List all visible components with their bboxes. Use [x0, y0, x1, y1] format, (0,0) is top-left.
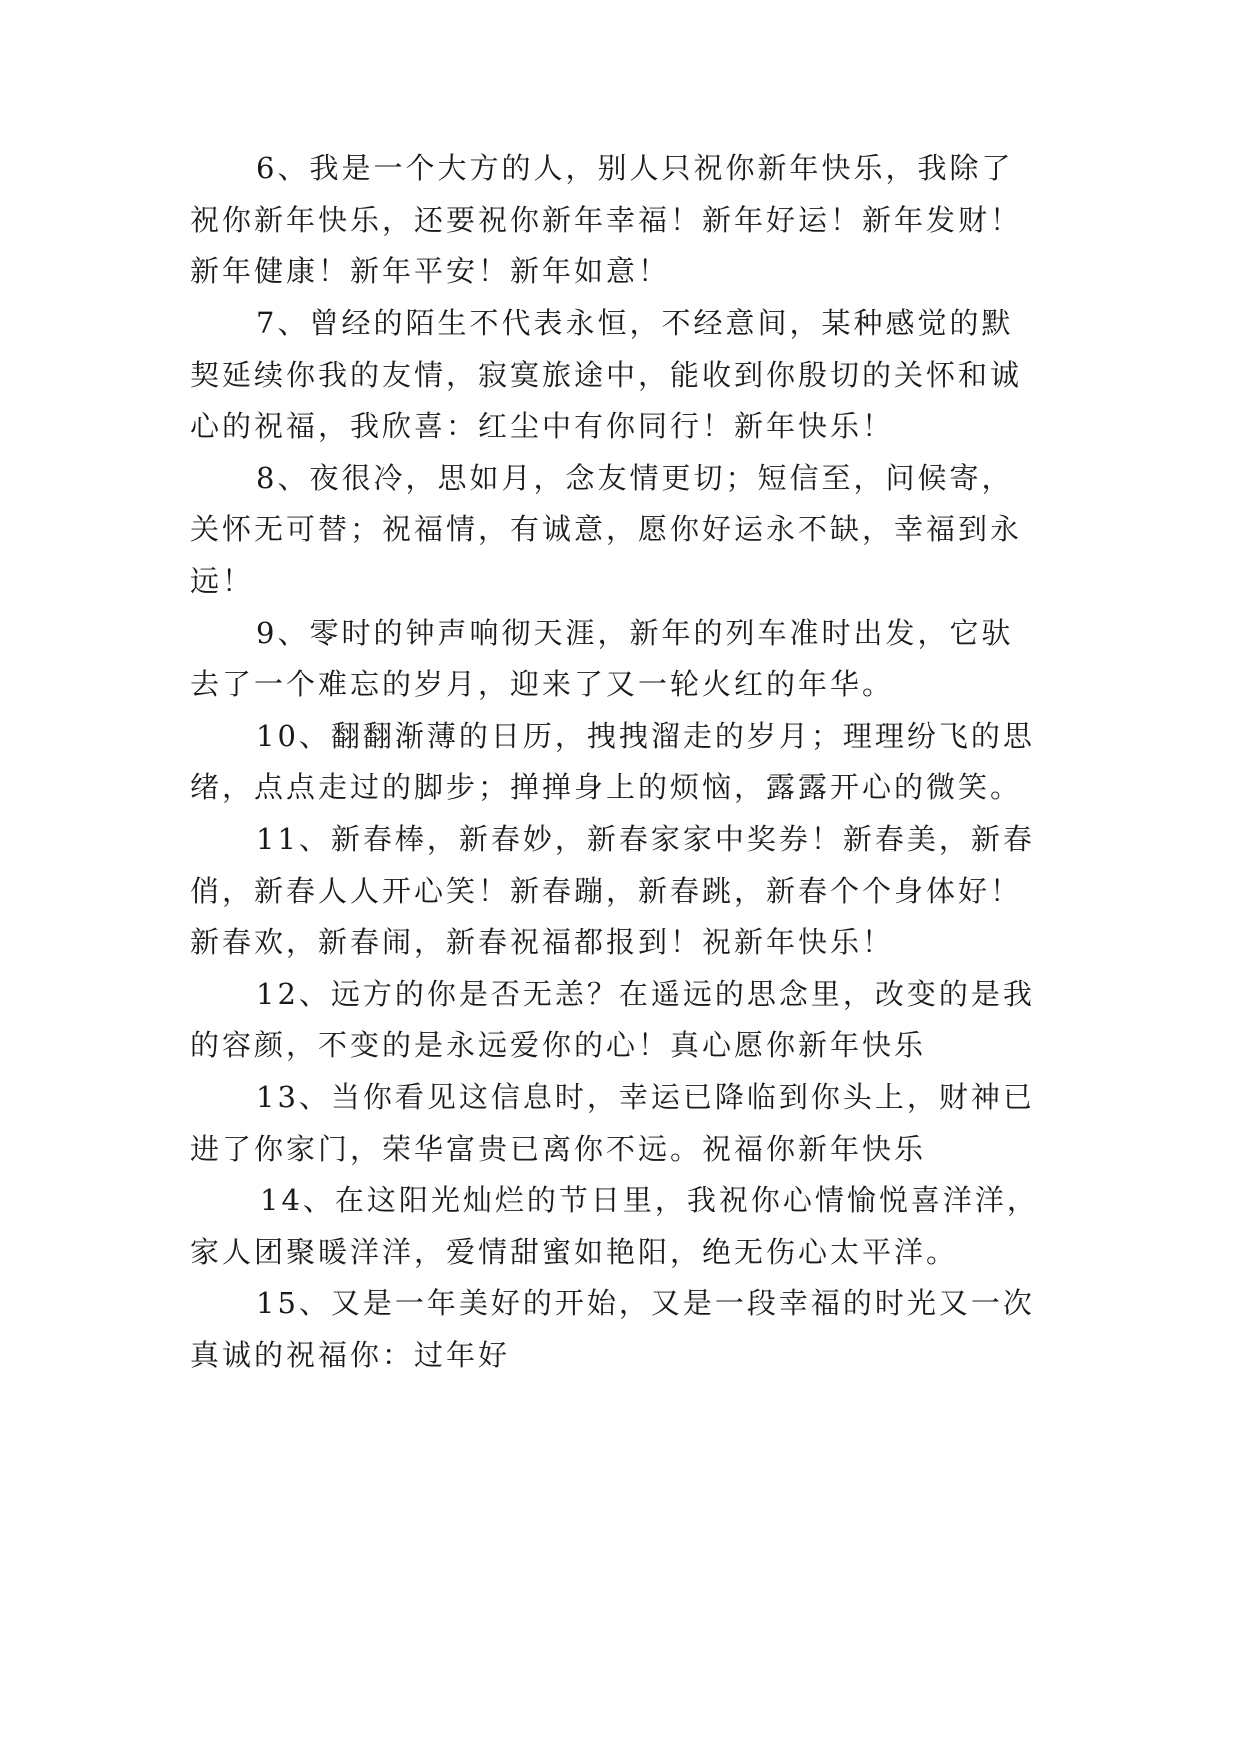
paragraph-14-line-2: 家人团聚暖洋洋，爱情甜蜜如艳阳，绝无伤心太平洋。	[190, 1235, 959, 1269]
paragraph-12-line-1: 12、远方的你是否无恙？在遥远的思念里，改变的是我	[256, 977, 1035, 1011]
paragraph-6-line-3: 新年健康！新年平安！新年如意！	[190, 254, 671, 288]
paragraph-13-line-1: 13、当你看见这信息时，幸运已降临到你头上，财神已	[256, 1080, 1035, 1114]
paragraph-15-line-2: 真诚的祝福你：过年好	[190, 1338, 511, 1372]
paragraph-8-line-2: 关怀无可替；祝福情，有诚意，愿你好运永不缺，幸福到永	[190, 512, 1023, 546]
paragraph-8-line-1: 8、夜很冷，思如月，念友情更切；短信至，问候寄，	[256, 461, 1014, 495]
paragraph-14-line-1: 14、在这阳光灿烂的节日里，我祝你心情愉悦喜洋洋，	[260, 1183, 1039, 1217]
paragraph-6-line-2: 祝你新年快乐，还要祝你新年幸福！新年好运！新年发财！	[190, 203, 1023, 237]
paragraph-12-line-2: 的容颜，不变的是永远爱你的心！真心愿你新年快乐	[190, 1028, 927, 1062]
paragraph-7-line-1: 7、曾经的陌生不代表永恒，不经意间，某种感觉的默	[256, 306, 1014, 340]
paragraph-9-line-2: 去了一个难忘的岁月，迎来了又一轮火红的年华。	[190, 667, 895, 701]
paragraph-11-line-2: 俏，新春人人开心笑！新春蹦，新春跳，新春个个身体好！	[190, 874, 1023, 908]
paragraph-11-line-3: 新春欢，新春闹，新春祝福都报到！祝新年快乐！	[190, 925, 895, 959]
paragraph-11-line-1: 11、新春棒，新春妙，新春家家中奖券！新春美，新春	[256, 822, 1035, 856]
paragraph-15-line-1: 15、又是一年美好的开始，又是一段幸福的时光又一次	[256, 1286, 1035, 1320]
paragraph-7-line-3: 心的祝福，我欣喜：红尘中有你同行！新年快乐！	[190, 409, 895, 443]
paragraph-9-line-1: 9、零时的钟声响彻天涯，新年的列车准时出发，它驮	[256, 616, 1014, 650]
paragraph-6-line-1: 6、我是一个大方的人，别人只祝你新年快乐，我除了	[256, 151, 1014, 185]
paragraph-10-line-2: 绪，点点走过的脚步；掸掸身上的烦恼，露露开心的微笑。	[190, 770, 1023, 804]
paragraph-7-line-2: 契延续你我的友情，寂寞旅途中，能收到你殷切的关怀和诚	[190, 358, 1023, 392]
paragraph-13-line-2: 进了你家门，荣华富贵已离你不远。祝福你新年快乐	[190, 1132, 927, 1166]
paragraph-10-line-1: 10、翻翻渐薄的日历，拽拽溜走的岁月；理理纷飞的思	[256, 719, 1035, 753]
paragraph-8-line-3: 远！	[190, 564, 255, 598]
